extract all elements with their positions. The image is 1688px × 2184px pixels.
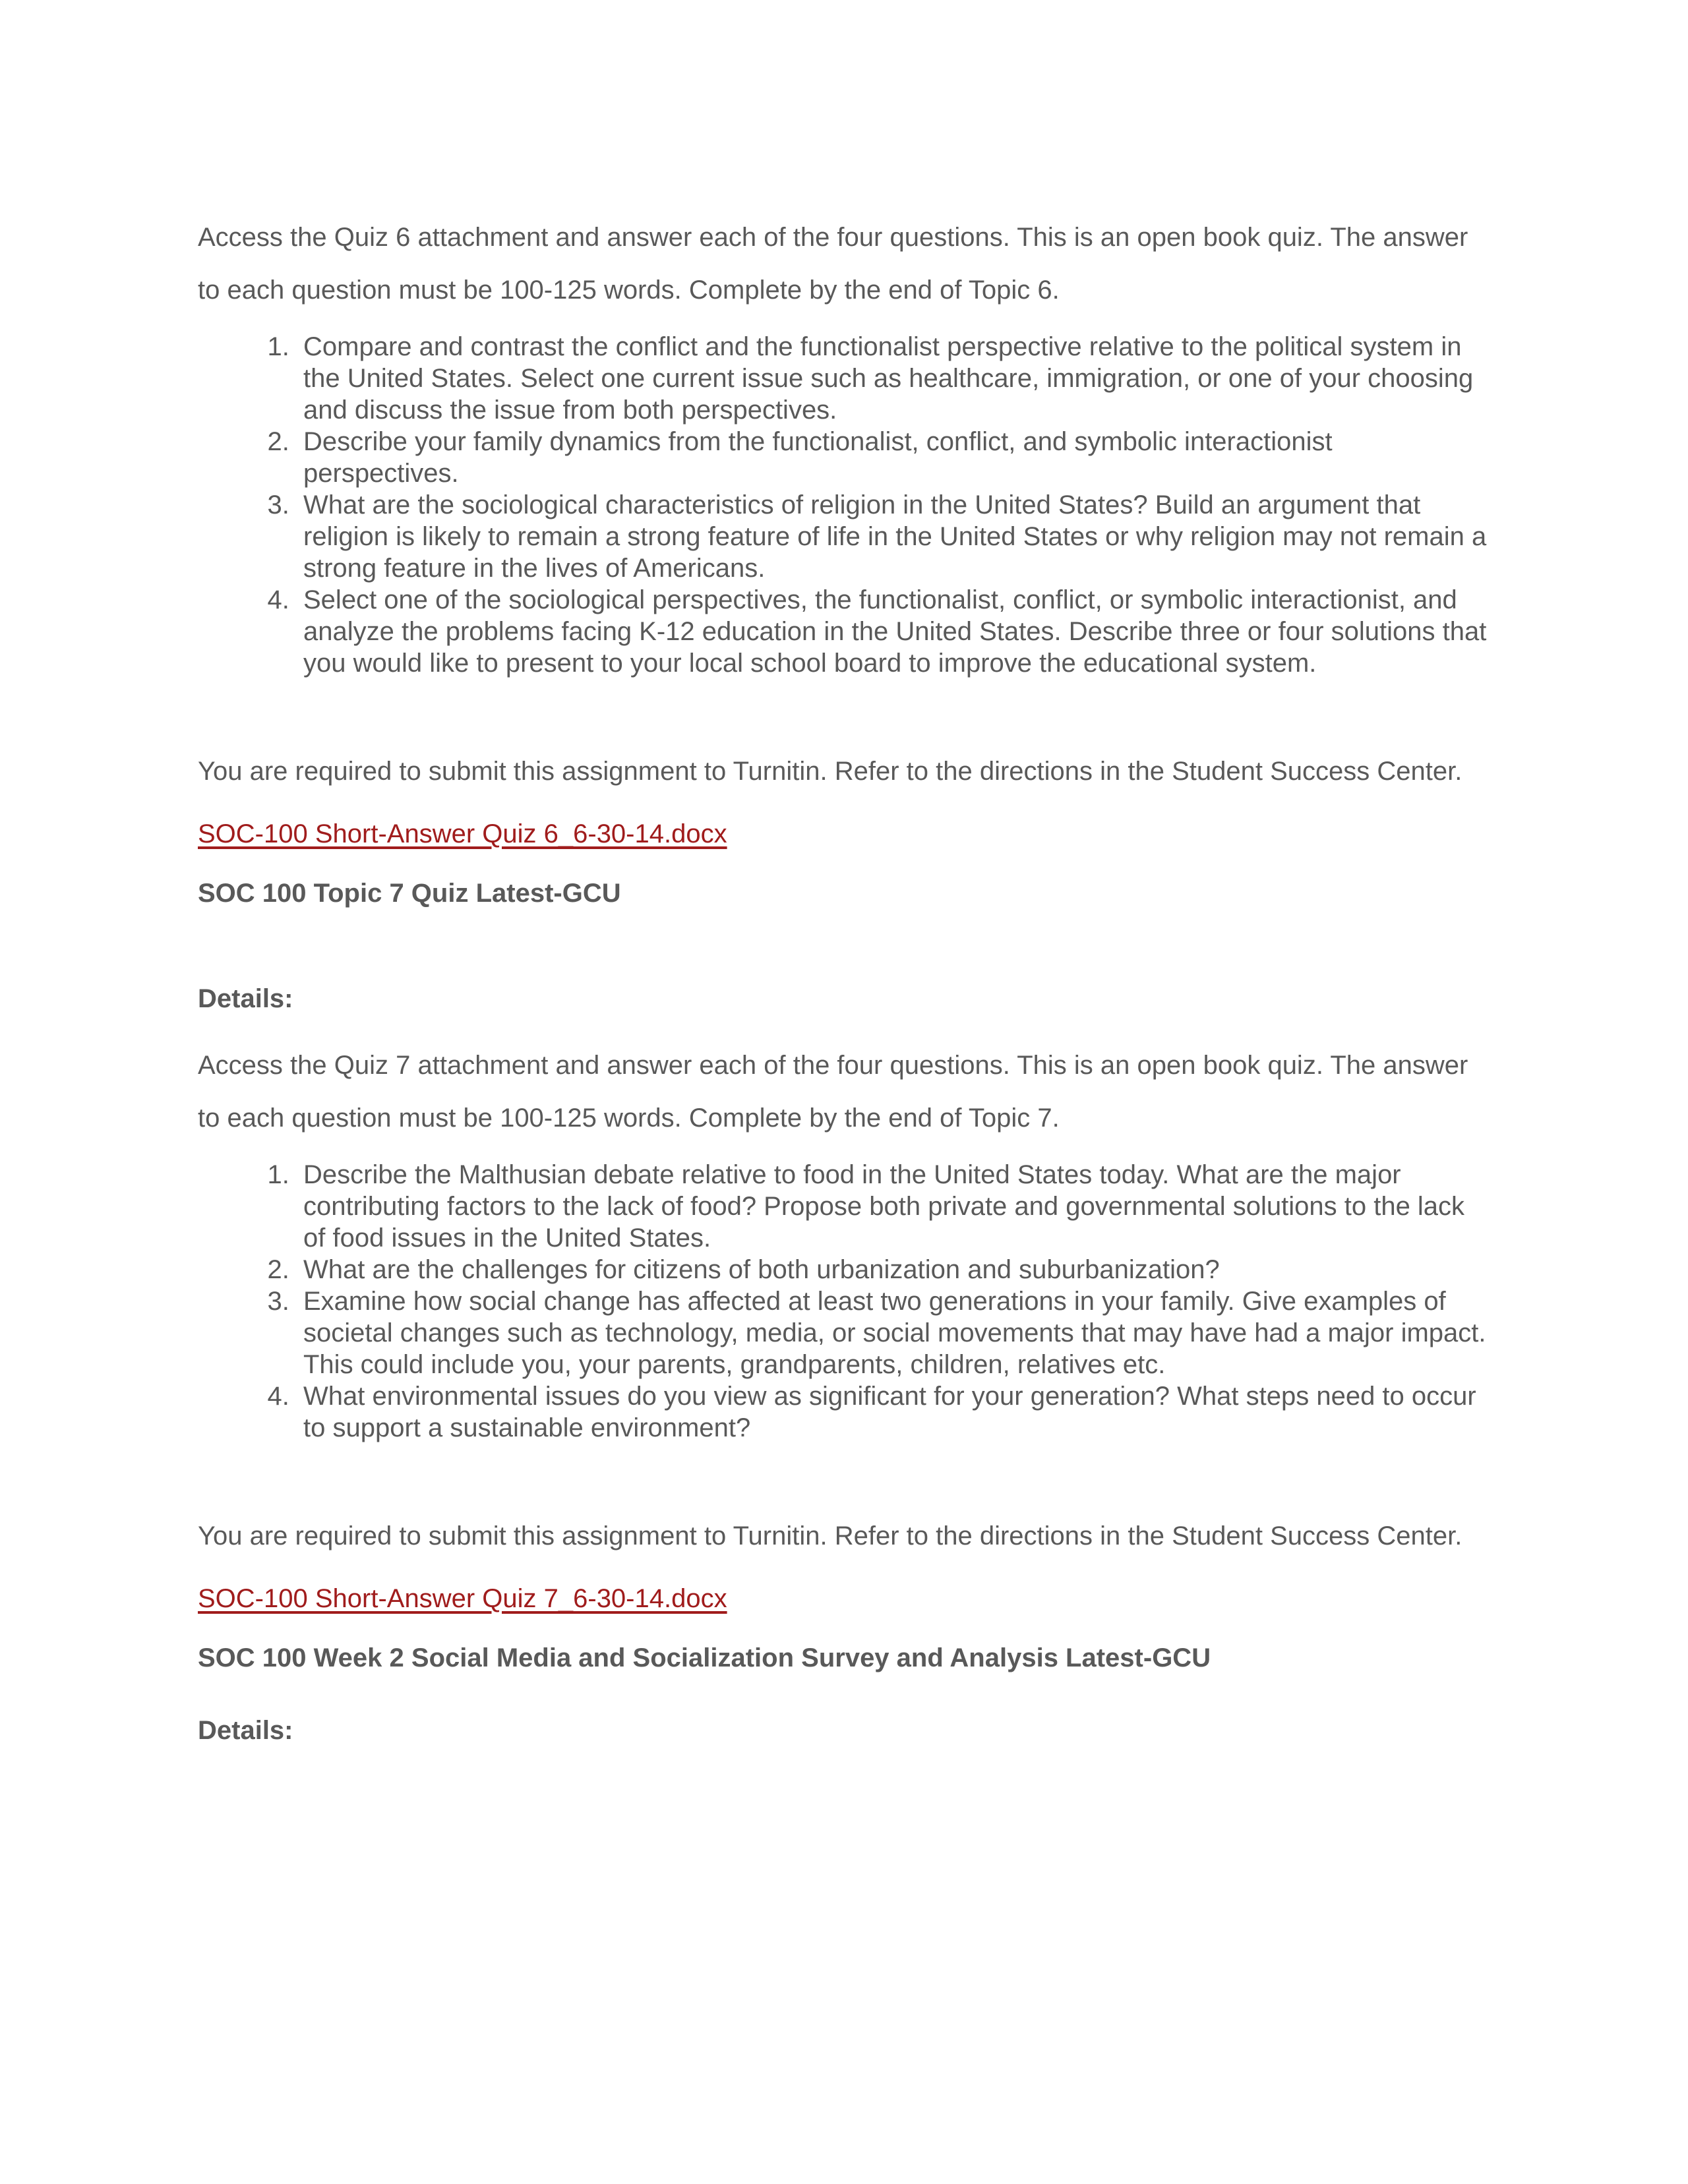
- document-body: [198, 211, 1490, 1747]
- list-item: 1. Compare and contrast the conflict and the functionalist perspective relative to the political system in the United States. Select one current issue such as healthcare, immigration, or one of your choosing and discuss the issue from both perspectives.: [297, 331, 1490, 426]
- list-item: 3. What are the sociological characteristics of religion in the United States? Build an argument that religion is likely to remain a strong feature of life in the United States or why religion may not remain a strong feature in the lives of Americans.: [297, 489, 1490, 584]
- list-item: 3. Examine how social change has affected at least two generations in your family. Give examples of societal changes such as technology, media, or social movements that may have had a major impact. This could include you, your parents, grandparents, children, relatives etc.: [297, 1285, 1490, 1380]
- list-item: 2. Describe your family dynamics from the functionalist, conflict, and symbolic interactionist perspectives.: [297, 426, 1490, 489]
- list-item: 1. Describe the Malthusian debate relative to food in the United States today. What are the major contributing factors to the lack of food? Propose both private and governmental solutions to the lack of food issues in the United States.: [297, 1159, 1490, 1254]
- quiz7-question-list: [198, 1159, 1490, 1444]
- quiz7-attachment-link[interactable]: SOC-100 Short-Answer Quiz 7_6-30-14.docx: [198, 1584, 727, 1613]
- quiz6-intro: Access the Quiz 6 attachment and answer each of the four questions. This is an open book quiz. The answer to each question must be 100-125 words. Complete by the end of Topic 6.: [198, 223, 1468, 305]
- quiz7-details-label: Details:: [198, 984, 293, 1013]
- quiz6-question-list: [198, 331, 1490, 679]
- list-item: 2. What are the challenges for citizens of both urbanization and suburbanization?: [297, 1254, 1490, 1285]
- quiz7-intro: Access the Quiz 7 attachment and answer each of the four questions. This is an open book quiz. The answer to each question must be 100-125 words. Complete by the end of Topic 7.: [198, 1051, 1468, 1133]
- list-item: 4. What environmental issues do you view as significant for your generation? What steps need to occur to support a sustainable environment?: [297, 1380, 1490, 1444]
- quiz6-submit-note: You are required to submit this assignment to Turnitin. Refer to the directions in the Student Success Center.: [198, 757, 1462, 786]
- week2-details-label: Details:: [198, 1716, 293, 1745]
- week2-heading: SOC 100 Week 2 Social Media and Socialization Survey and Analysis Latest-GCU: [198, 1643, 1211, 1672]
- quiz7-submit-note: You are required to submit this assignment to Turnitin. Refer to the directions in the Student Success Center.: [198, 1521, 1462, 1550]
- quiz7-heading: SOC 100 Topic 7 Quiz Latest-GCU: [198, 879, 621, 908]
- quiz6-attachment-link[interactable]: SOC-100 Short-Answer Quiz 6_6-30-14.docx: [198, 819, 727, 848]
- spacer: [198, 679, 1490, 745]
- spacer: [198, 1444, 1490, 1510]
- list-item: 4. Select one of the sociological perspectives, the functionalist, conflict, or symbolic interactionist, and analyze the problems facing K-12 education in the United States. Describe three or four solutions that you would like to present to your local school board to improve the educational system.: [297, 584, 1490, 679]
